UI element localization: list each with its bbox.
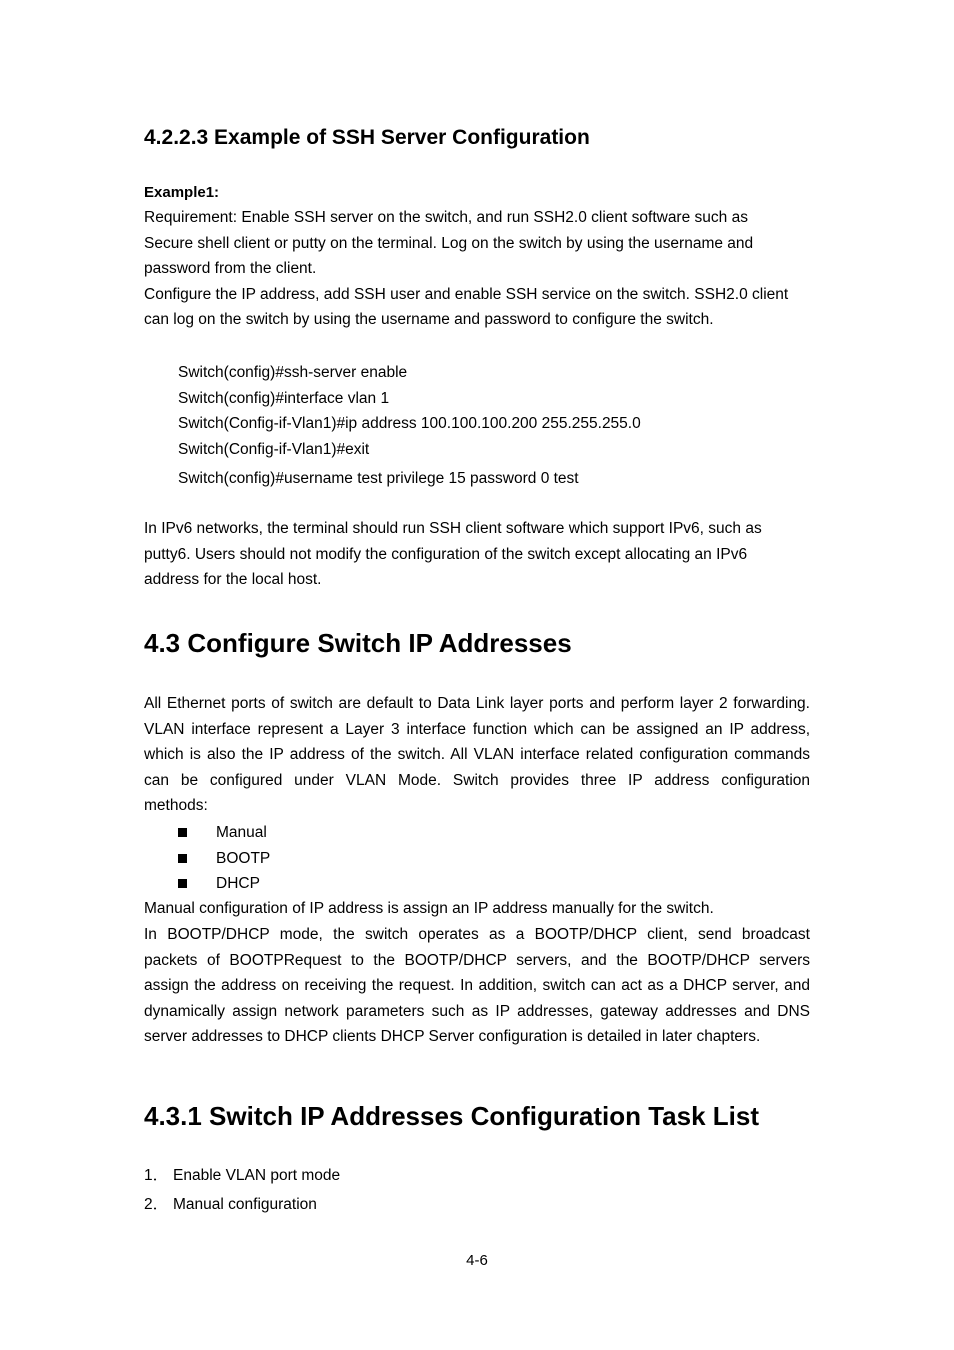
section-heading-43: 4.3 Configure Switch IP Addresses xyxy=(144,628,572,658)
text-line: Configure the IP address, add SSH user and enable SSH service on the switch. SSH2.0 client xyxy=(144,285,789,303)
text-line: can be configured under VLAN Mode. Switch provides three IP address configuration xyxy=(144,771,810,789)
square-bullet-icon xyxy=(178,879,187,888)
task-list-item xyxy=(144,1163,340,1185)
intro-paragraph xyxy=(144,691,810,819)
command-line: Switch(config)#username test privilege 15 password 0 test xyxy=(178,470,579,487)
task-number: 1． xyxy=(144,1167,169,1184)
task-text: Enable VLAN port mode xyxy=(173,1167,341,1184)
text-line: Requirement: Enable SSH server on the switch, and run SSH2.0 client software such as xyxy=(144,209,748,226)
command-line: Switch(Config-if-Vlan1)#ip address 100.100.100.200 255.255.255.0 xyxy=(178,415,641,432)
page-number: 4-6 xyxy=(466,1252,488,1269)
text-line: which is also the IP address of the switch. All VLAN interface related configuration commands xyxy=(144,746,810,764)
manual-paragraph xyxy=(144,896,810,922)
text-line: In IPv6 networks, the terminal should run SSH client software which support IPv6, such as xyxy=(144,520,762,537)
text-line: password from the client. xyxy=(144,260,317,278)
command-line: Switch(Config-if-Vlan1)#exit xyxy=(178,441,370,458)
text-line: assign the address on receiving the request. In addition, switch can act as a DHCP server, and xyxy=(144,977,810,995)
bootp-paragraph xyxy=(144,922,810,1050)
task-text: Manual configuration xyxy=(173,1196,317,1213)
text-line: putty6. Users should not modify the configuration of the switch except allocating an IPv6 xyxy=(144,545,748,563)
requirement-paragraph xyxy=(144,205,810,333)
text-line: server addresses to DHCP clients DHCP Server configuration is detailed in later chapters. xyxy=(144,1028,761,1046)
command-line: Switch(config)#ssh-server enable xyxy=(178,364,408,381)
text-line: Manual configuration of IP address is assign an IP address manually for the switch. xyxy=(144,900,714,917)
list-item-text: DHCP xyxy=(216,875,260,892)
section-heading-431: 4.3.1 Switch IP Addresses Configuration Task List xyxy=(144,1101,760,1131)
text-line: packets of BOOTPRequest to the BOOTP/DHCP servers, and the BOOTP/DHCP servers xyxy=(144,951,810,969)
ipv6-paragraph xyxy=(144,516,810,593)
command-line: Switch(config)#interface vlan 1 xyxy=(178,390,390,407)
section-heading-4223: 4.2.2.3 Example of SSH Server Configuration xyxy=(144,126,590,149)
text-line: VLAN interface represent a Layer 3 interface function which can be assigned an IP address, xyxy=(144,720,810,738)
task-number: 2． xyxy=(144,1196,169,1213)
example-label: Example1: xyxy=(144,184,220,201)
text-line: Secure shell client or putty on the terminal. Log on the switch by using the username and xyxy=(144,234,754,252)
text-line: address for the local host. xyxy=(144,571,322,589)
text-line: methods: xyxy=(144,797,208,815)
square-bullet-icon xyxy=(178,854,187,863)
task-list-item xyxy=(144,1192,317,1214)
list-item-text: Manual xyxy=(216,824,267,841)
text-line: In BOOTP/DHCP mode, the switch operates as a BOOTP/DHCP client, send broadcast xyxy=(144,926,810,943)
text-line: can log on the switch by using the username and password to configure the switch. xyxy=(144,311,714,329)
square-bullet-icon xyxy=(178,828,187,837)
text-line: All Ethernet ports of switch are default to Data Link layer ports and perform layer 2 forwarding. xyxy=(144,695,810,712)
text-line: dynamically assign network parameters such as IP addresses, gateway addresses and DNS xyxy=(144,1002,810,1020)
list-item-text: BOOTP xyxy=(216,850,271,867)
